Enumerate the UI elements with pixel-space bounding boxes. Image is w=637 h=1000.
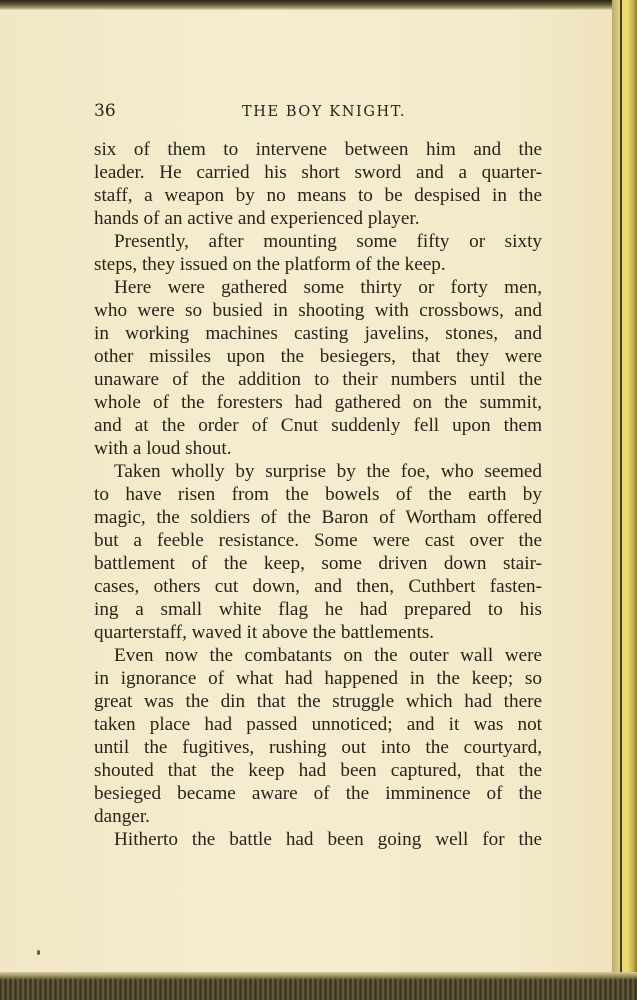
text-line: quarterstaff, waved it above the battlements. bbox=[94, 622, 435, 643]
bottom-page-edge bbox=[0, 972, 637, 1000]
text-line: cases, others cut down, and then, Cuthbert fasten- bbox=[94, 576, 542, 597]
text-line: Hitherto the battle had been going well for the bbox=[114, 829, 542, 850]
text-line: besieged became aware of the imminence of the bbox=[94, 783, 542, 804]
text-line: leader. He carried his short sword and a quarter- bbox=[94, 162, 542, 183]
text-line: Presently, after mounting some fifty or sixty bbox=[114, 231, 542, 252]
running-head: THE BOY KNIGHT. bbox=[242, 104, 407, 120]
text-line: unaware of the addition to their numbers until the bbox=[94, 369, 542, 390]
text-line: shouted that the keep had been captured, that the bbox=[94, 760, 542, 781]
text-line: who were so busied in shooting with crossbows, and bbox=[94, 300, 542, 321]
text-line: great was the din that the struggle which had there bbox=[94, 691, 542, 712]
text-line: taken place had passed unnoticed; and it was not bbox=[94, 714, 542, 735]
paper-speck bbox=[37, 950, 40, 955]
text-line: Even now the combatants on the outer wall were bbox=[114, 645, 542, 666]
text-line: battlement of the keep, some driven down stair- bbox=[94, 553, 542, 574]
text-line: but a feeble resistance. Some were cast over the bbox=[94, 530, 542, 551]
text-line: to have risen from the bowels of the earth by bbox=[94, 484, 542, 505]
text-line: Taken wholly by surprise by the foe, who seemed bbox=[114, 461, 542, 482]
text-line: ing a small white flag he had prepared to his bbox=[94, 599, 542, 620]
page-header bbox=[94, 100, 544, 124]
text-line: staff, a weapon by no means to be despised in the bbox=[94, 185, 542, 206]
book-cover-edge bbox=[612, 0, 637, 1000]
body-text bbox=[94, 138, 542, 851]
text-line: in ignorance of what had happened in the keep; so bbox=[94, 668, 542, 689]
text-line: hands of an active and experienced player. bbox=[94, 208, 420, 229]
page-number: 36 bbox=[94, 101, 116, 121]
text-line: magic, the soldiers of the Baron of Wortham offered bbox=[94, 507, 542, 528]
top-page-edge bbox=[0, 0, 637, 10]
text-line: other missiles upon the besiegers, that they were bbox=[94, 346, 542, 367]
text-line: in working machines casting javelins, stones, and bbox=[94, 323, 542, 344]
text-line: with a loud shout. bbox=[94, 438, 232, 459]
text-line: Here were gathered some thirty or forty men, bbox=[114, 277, 542, 298]
text-line: six of them to intervene between him and the bbox=[94, 139, 542, 160]
text-line: and at the order of Cnut suddenly fell upon them bbox=[94, 415, 542, 436]
text-line: until the fugitives, rushing out into the courtyard, bbox=[94, 737, 542, 758]
text-line: danger. bbox=[94, 806, 150, 827]
text-line: steps, they issued on the platform of the keep. bbox=[94, 254, 446, 275]
text-line: whole of the foresters had gathered on the summit, bbox=[94, 392, 542, 413]
